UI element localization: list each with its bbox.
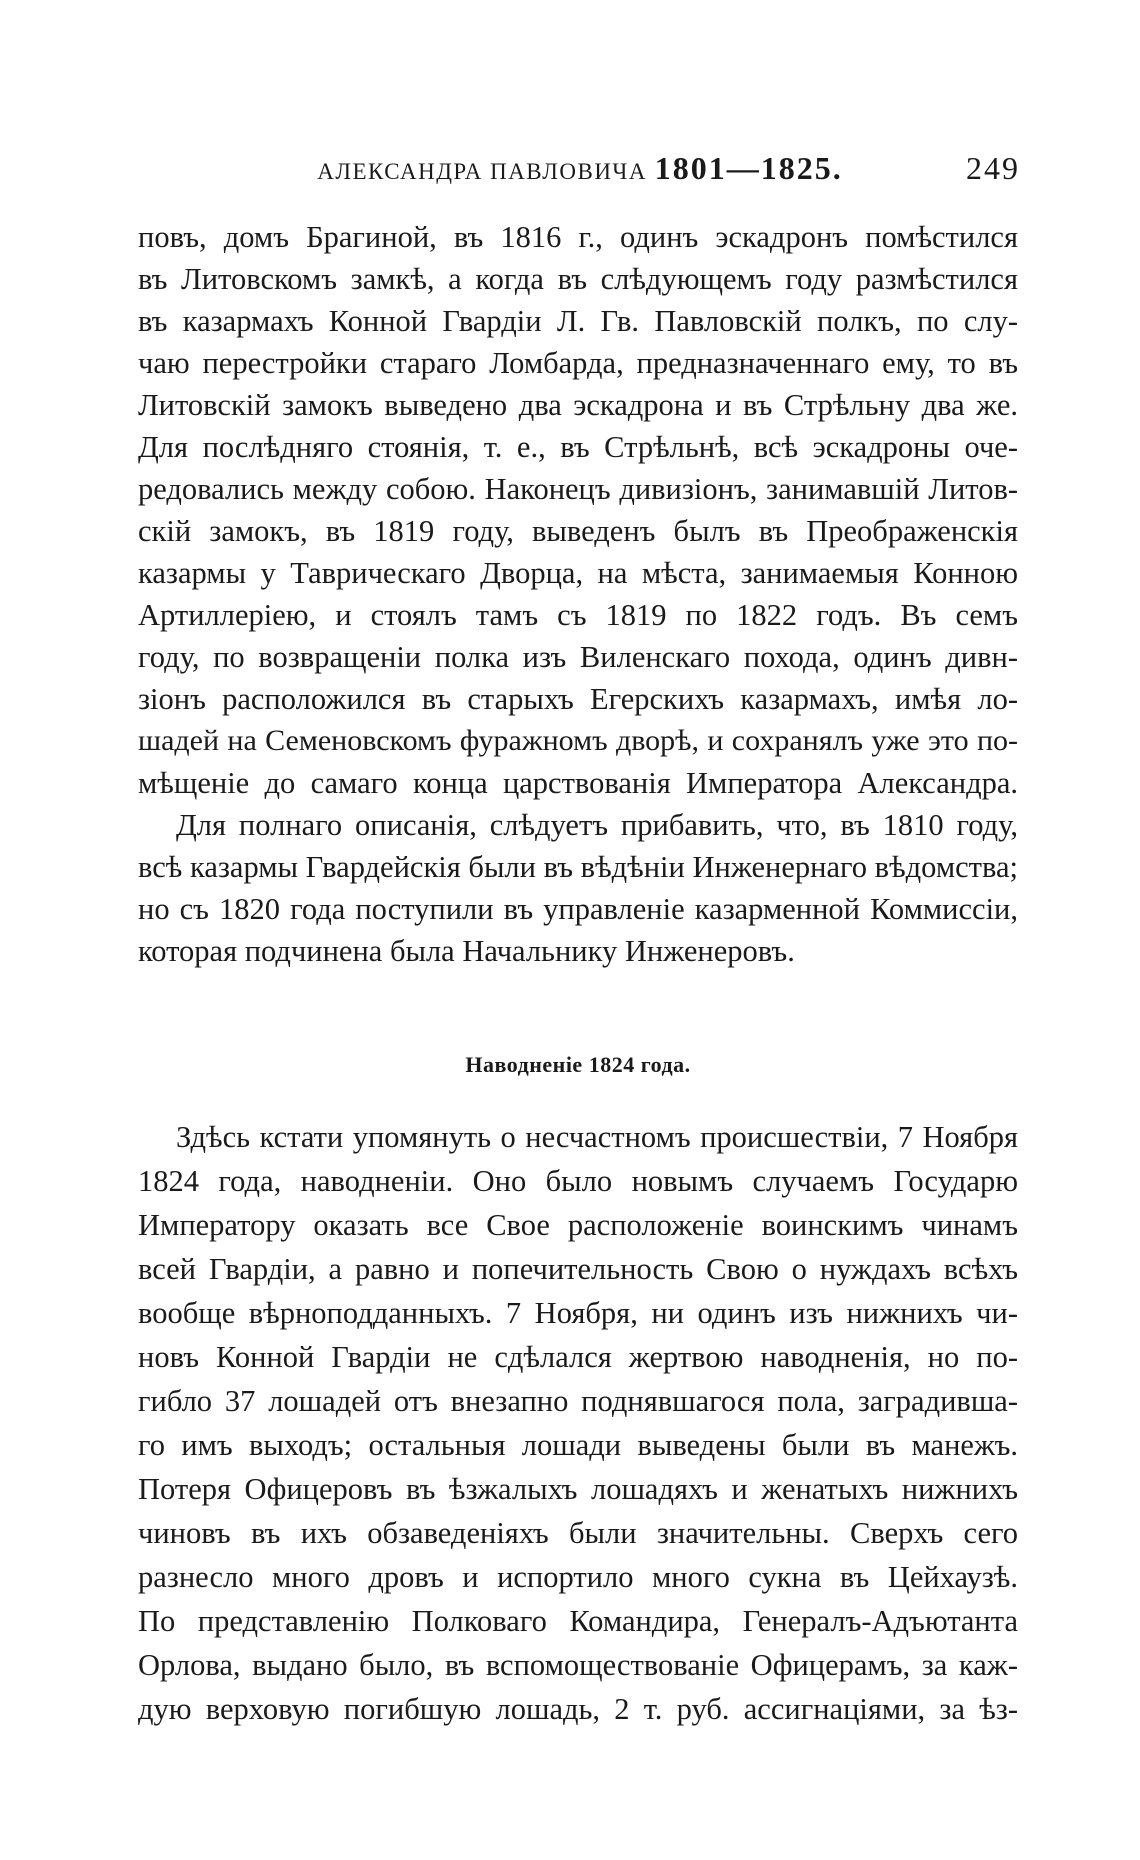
running-head — [140, 150, 1020, 190]
running-title-words: АЛЕКСАНДРА ПАВЛОВИЧА — [317, 159, 647, 184]
text-line: разнесло много дровъ и испортило много сукна въ Цейхаузѣ. — [138, 1560, 1018, 1594]
text-line: редовались между собою. Наконецъ дивизіонъ, занимавшій Литов- — [138, 472, 1018, 506]
text-line: го имъ выходъ; остальныя лошади выведены были въ манежъ. — [138, 1428, 1018, 1462]
text-line: вообще вѣрноподданныхъ. 7 Ноября, ни одинъ изъ нижнихъ чи- — [138, 1296, 1018, 1330]
text-line: шадей на Семеновскомъ фуражномъ дворѣ, и сохранялъ уже это по- — [138, 724, 1018, 757]
text-line: мѣщеніе до самаго конца царствованія Императора Александра. — [138, 766, 1018, 800]
text-line: зіонъ расположился въ старыхъ Егерскихъ казармахъ, имѣя ло- — [138, 682, 1018, 716]
text-line: Артиллеріею, и стоялъ тамъ съ 1819 по 1822 годъ. Въ семъ — [138, 598, 1018, 632]
text-line: Литовскій замокъ выведено два эскадрона и въ Стрѣльну два же. — [138, 388, 1018, 422]
running-title-years: 1801—1825. — [654, 150, 843, 186]
text-line: Для полнаго описанія, слѣдуетъ прибавить, что, въ 1810 году, — [176, 808, 1018, 842]
text-line: году, по возвращеніи полка изъ Виленскаго похода, одинъ дивн- — [138, 640, 1018, 674]
section-heading: Наводненіе 1824 года. — [465, 1052, 691, 1077]
text-line: скій замокъ, въ 1819 году, выведенъ былъ въ Преображенскія — [138, 514, 1018, 548]
text-line: Для послѣдняго стоянія, т. е., въ Стрѣльнѣ, всѣ эскадроны оче- — [138, 430, 1018, 464]
running-title — [140, 150, 1020, 187]
text-line: въ Литовскомъ замкѣ, а когда въ слѣдующемъ году размѣстился — [138, 262, 1018, 296]
text-line: По представленію Полковаго Командира, Генералъ-Адъютанта — [138, 1604, 1018, 1638]
text-line: 1824 года, наводненіи. Оно было новымъ случаемъ Государю — [138, 1164, 1018, 1198]
text-line: чаю перестройки стараго Ломбарда, предназначеннаго ему, то въ — [138, 346, 1018, 380]
text-line: дую верховую погибшую лошадь, 2 т. руб. ассигнаціями, за ѣз- — [138, 1692, 1018, 1726]
text-line: казармы у Таврическаго Дворца, на мѣста, занимаемыя Конною — [138, 556, 1018, 590]
text-line: чиновъ въ ихъ обзаведеніяхъ были значительны. Сверхъ сего — [138, 1516, 1018, 1550]
text-line: гибло 37 лошадей отъ внезапно поднявшагося пола, заградивша- — [138, 1384, 1018, 1418]
text-line: которая подчинена была Начальнику Инженеровъ. — [138, 934, 795, 968]
text-line: Здѣсь кстати упомянуть о несчастномъ происшествіи, 7 Ноября — [176, 1120, 1018, 1154]
page-number: 249 — [966, 150, 1020, 186]
text-line: Императору оказать все Свое расположеніе воинскимъ чинамъ — [138, 1208, 1018, 1242]
text-line: Потеря Офицеровъ въ ѣзжалыхъ лошадяхъ и женатыхъ нижнихъ — [138, 1472, 1018, 1506]
text-line: всѣ казармы Гвардейскія были въ вѣдѣніи Инженернаго вѣдомства; — [138, 850, 1018, 884]
text-line: Орлова, выдано было, въ вспомоществованіе Офицерамъ, за каж- — [138, 1648, 1018, 1682]
text-line: новъ Конной Гвардіи не сдѣлался жертвою наводненія, но по- — [138, 1340, 1018, 1374]
text-line: въ казармахъ Конной Гвардіи Л. Гв. Павловскій полкъ, по слу- — [138, 304, 1018, 338]
text-line: всей Гвардіи, а равно и попечительность Свою о нуждахъ всѣхъ — [138, 1252, 1018, 1286]
text-line: повъ, домъ Брагиной, въ 1816 г., одинъ эскадронъ помѣстился — [138, 220, 1018, 254]
text-line: но съ 1820 года поступили въ управленіе казарменной Коммиссіи, — [138, 892, 1018, 926]
